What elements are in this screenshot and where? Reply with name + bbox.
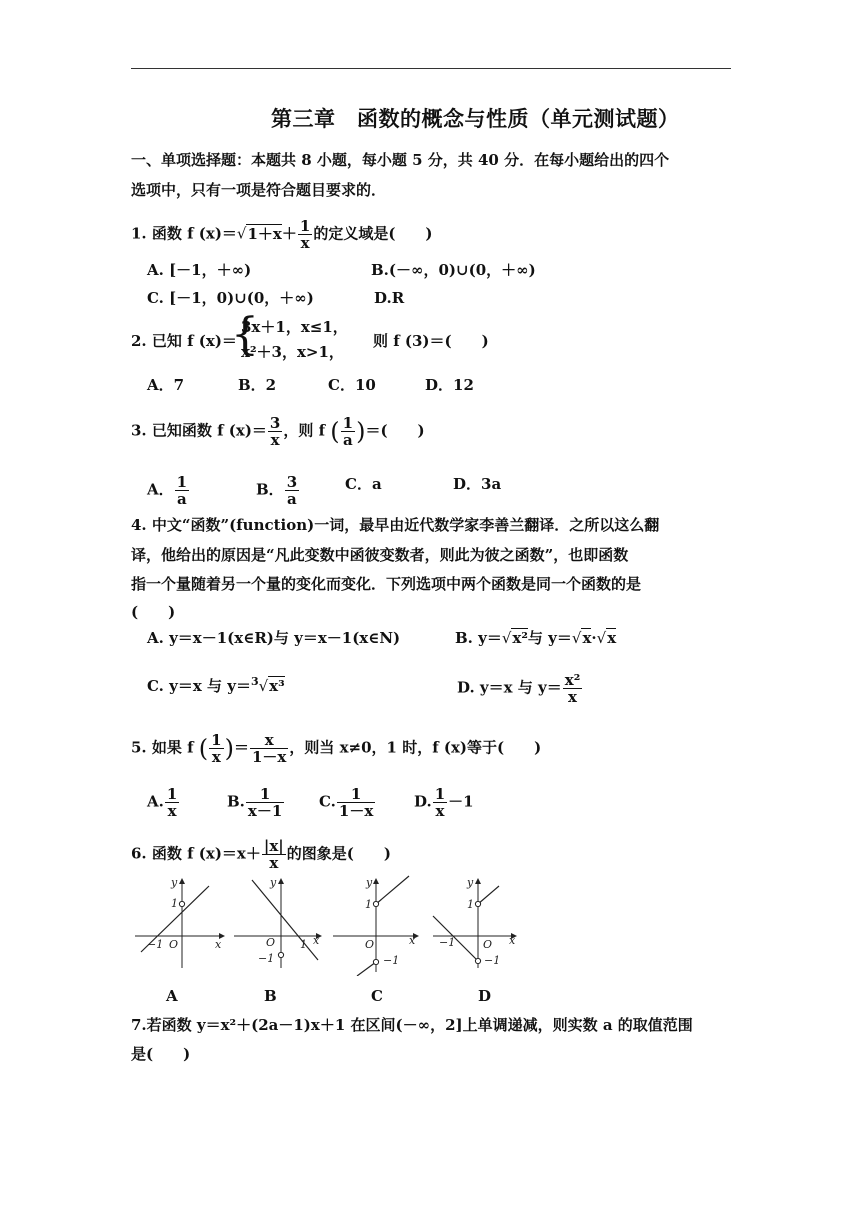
origin-label: O	[483, 938, 493, 951]
tick-label-neg-y: −1	[484, 954, 501, 967]
open-point	[179, 901, 184, 906]
q3-fraction	[268, 415, 282, 448]
tick-label-pos: 1	[300, 938, 307, 951]
left-paren-icon: (	[198, 734, 209, 763]
q1-plus: ＋	[281, 224, 297, 243]
graph-c	[331, 872, 429, 976]
q5-option-c	[319, 786, 376, 819]
q2-option-a: A．7	[147, 376, 185, 394]
open-point-bottom	[373, 959, 378, 964]
question-4-line3: 指一个量随着另一个量的变化而变化．下列选项中两个函数是同一个函数的是	[131, 575, 642, 593]
question-3	[131, 415, 425, 448]
origin-label: O	[266, 936, 276, 949]
left-brace-icon: {	[231, 309, 259, 360]
q2-option-d: D．12	[425, 376, 474, 394]
graph-d-label: D	[478, 987, 492, 1005]
y-label: y	[366, 876, 373, 889]
q3-option-b	[256, 474, 300, 507]
question-7-line1: 7.若函数 y＝x²＋(2a－1)x＋1 在区间(－∞，2]上单调递减，则实数 a 的取值范围	[131, 1016, 693, 1034]
q5-arg-den: x	[211, 748, 221, 766]
q1-suffix: 的定义域是( )	[313, 224, 433, 243]
q3-prefix: 3. 已知函数 f (x)＝	[131, 421, 267, 440]
q5-option-b	[227, 786, 285, 819]
q3-arg-fraction	[341, 415, 355, 448]
question-5	[131, 732, 541, 765]
tick-label-pos: 1	[365, 898, 372, 911]
open-point	[278, 952, 283, 957]
q3-suffix: ＝( )	[365, 421, 425, 440]
graph-line-right	[376, 876, 409, 904]
q3-option-a-label: A．	[147, 480, 174, 499]
q5-option-a-num: 1	[166, 785, 178, 803]
graph-line-right	[478, 886, 499, 904]
q5-option-a-label: A.	[147, 792, 164, 811]
q1-option-b: B.(－∞，0)∪(0，＋∞)	[371, 261, 536, 279]
q5-option-a-den: x	[167, 802, 177, 820]
tick-label-neg: −1	[383, 954, 400, 967]
q5-rhs-num: x	[250, 732, 288, 749]
q5-option-d-label: D.	[414, 792, 432, 811]
y-label: y	[467, 876, 474, 889]
question-4-line4: ( )	[131, 603, 176, 621]
q4-option-b-rad1: x²	[512, 629, 528, 647]
question-2-prefix: 2. 已知 f (x)＝	[131, 332, 237, 350]
q5-suffix: ，则当 x≠0，1 时，f (x)等于( )	[289, 738, 542, 757]
left-paren-icon: (	[330, 417, 340, 446]
q6-frac-den: x	[269, 854, 279, 872]
q6-fraction	[262, 838, 286, 871]
q1-frac-den: x	[300, 234, 310, 252]
q3-option-c: C．a	[345, 475, 382, 493]
q5-rhs-den: 1－x	[251, 748, 287, 766]
q3-option-a-num: 1	[176, 473, 188, 491]
q2-case-2: x²＋3，x>1，	[241, 343, 344, 361]
x-label: x	[215, 938, 222, 951]
q3-option-d: D．3a	[453, 475, 502, 493]
q1-option-a: A. [－1，＋∞)	[147, 261, 252, 279]
q4-option-c-rad: x³	[269, 677, 285, 695]
q4-option-b	[455, 628, 616, 648]
q4-option-d-num: x²	[564, 671, 581, 689]
origin-label: O	[365, 938, 375, 951]
q4-option-d	[457, 672, 583, 705]
q3-option-a-fraction	[175, 474, 189, 507]
q5-option-d-fraction	[433, 786, 447, 819]
q5-option-b-num: 1	[246, 786, 284, 803]
graph-b	[232, 872, 330, 972]
q4-option-d-den: x	[568, 688, 577, 706]
q3-frac-den: x	[270, 431, 280, 449]
q5-option-d-tail: －1	[448, 792, 474, 811]
q3-arg-num: 1	[342, 414, 354, 432]
q6-prefix: 6. 函数 f (x)＝x＋	[131, 844, 261, 863]
q6-frac-num: |x|	[263, 837, 284, 855]
page-title: 第三章 函数的概念与性质（单元测试题）	[271, 107, 680, 131]
section-heading-line1: 一、单项选择题：本题共 8 小题，每小题 5 分，共 40 分．在每小题给出的四个	[131, 151, 670, 169]
q5-option-c-fraction	[337, 786, 375, 819]
question-4-line2: 译，他给出的原因是“凡此变数中函彼变数者，则此为彼之函数”，也即函数	[131, 546, 629, 564]
x-label: x	[509, 934, 516, 947]
q3-arg-den: a	[342, 431, 353, 449]
q5-option-b-label: B.	[227, 792, 245, 811]
q5-arg-fraction	[209, 732, 223, 765]
y-axis-arrow-icon	[179, 878, 185, 884]
q3-option-b-label: B．	[256, 480, 284, 499]
question-1	[131, 218, 433, 251]
q4-option-d-pre: D. y＝x 与 y＝	[457, 678, 562, 697]
graph-d	[431, 872, 529, 972]
q1-option-d: D.R	[374, 289, 405, 307]
q5-arg-num: 1	[211, 731, 222, 749]
q5-option-d	[414, 786, 474, 819]
q4-option-c	[147, 672, 285, 696]
q2-option-b: B．2	[238, 376, 277, 394]
open-point-top	[373, 901, 378, 906]
q5-prefix: 5. 如果 f	[131, 738, 199, 757]
q2-option-c: C．10	[328, 376, 376, 394]
q1-prefix: 1. 函数 f (x)＝	[131, 224, 237, 243]
tick-label-neg: −1	[439, 936, 456, 949]
section-heading-line2: 选项中，只有一项是符合题目要求的．	[131, 181, 387, 199]
x-label: x	[409, 934, 416, 947]
q4-option-a: A. y＝x－1(x∈R)与 y＝x－1(x∈N)	[147, 629, 401, 647]
graph-a	[133, 872, 231, 972]
q3-mid: ，则 f	[283, 421, 331, 440]
y-axis-arrow-icon	[373, 878, 379, 884]
y-label: y	[270, 876, 277, 889]
tick-label-pos: 1	[171, 897, 178, 910]
sqrt-icon: √	[236, 224, 247, 243]
open-point-top	[475, 901, 480, 906]
q4-option-c-pre: C. y＝x 与 y＝	[147, 677, 251, 695]
open-point-bottom	[475, 958, 480, 963]
q4-option-b-pre: B. y＝	[455, 629, 502, 647]
x-label: x	[313, 934, 320, 947]
graph-line	[252, 880, 318, 960]
q3-frac-num: 3	[269, 414, 281, 432]
graph-b-label: B	[264, 987, 277, 1005]
q3-option-a	[147, 474, 190, 507]
q5-option-d-num: 1	[434, 785, 446, 803]
graph-a-label: A	[166, 987, 178, 1005]
q5-option-b-fraction	[246, 786, 284, 819]
q5-option-a	[147, 786, 180, 819]
question-6	[131, 838, 391, 871]
q2-case-1: 3x＋1，x≤1，	[241, 318, 348, 336]
sqrt-icon: √	[596, 629, 607, 647]
q4-option-b-dot: ·	[591, 629, 597, 647]
graph-c-label: C	[371, 987, 383, 1005]
q5-option-c-num: 1	[337, 786, 375, 803]
header-rule	[131, 68, 731, 69]
q5-rhs-fraction	[250, 732, 288, 765]
q4-option-b-mid: 与 y＝	[527, 629, 572, 647]
y-axis-arrow-icon	[278, 878, 284, 884]
q5-option-c-den: 1－x	[338, 802, 374, 820]
q3-option-b-den: a	[287, 490, 297, 508]
right-paren-icon: )	[224, 734, 234, 763]
graph-line-left	[357, 962, 376, 976]
question-4-line1: 4. 中文“函数”(function)一词，最早由近代数学家李善兰翻译．之所以这么翻	[131, 516, 660, 534]
q3-option-b-fraction	[285, 474, 299, 507]
sqrt-icon: √	[501, 629, 512, 647]
q5-option-b-den: x－1	[247, 802, 283, 820]
sqrt-icon: √	[571, 629, 582, 647]
q4-option-d-fraction	[563, 672, 583, 705]
right-paren-icon: )	[356, 417, 366, 446]
q4-option-b-rad3: x	[607, 629, 617, 647]
sqrt-icon: √	[258, 677, 269, 695]
q1-fraction	[298, 218, 312, 251]
q5-option-d-den: x	[435, 802, 445, 820]
q1-radicand: 1＋x	[247, 224, 282, 243]
q2-suffix: 则 f (3)＝( )	[373, 332, 489, 350]
q5-option-a-fraction	[165, 786, 179, 819]
q6-suffix: 的图象是( )	[286, 844, 391, 863]
tick-label-neg: −1	[147, 938, 164, 951]
y-label: y	[171, 876, 178, 889]
q4-option-b-rad2: x	[582, 629, 592, 647]
tick-label-neg: −1	[258, 952, 275, 965]
q1-option-c: C. [－1，0)∪(0，＋∞)	[147, 289, 314, 307]
tick-label-pos: 1	[467, 898, 474, 911]
q5-option-c-label: C.	[319, 792, 336, 811]
question-7-line2: 是( )	[131, 1045, 191, 1063]
y-axis-arrow-icon	[475, 878, 481, 884]
q3-option-b-num: 3	[286, 473, 298, 491]
q5-eq: ＝	[233, 738, 249, 757]
q1-frac-num: 1	[299, 217, 311, 235]
origin-label: O	[169, 938, 179, 951]
q3-option-a-den: a	[176, 490, 187, 508]
q4-option-c-index: 3	[250, 675, 259, 688]
